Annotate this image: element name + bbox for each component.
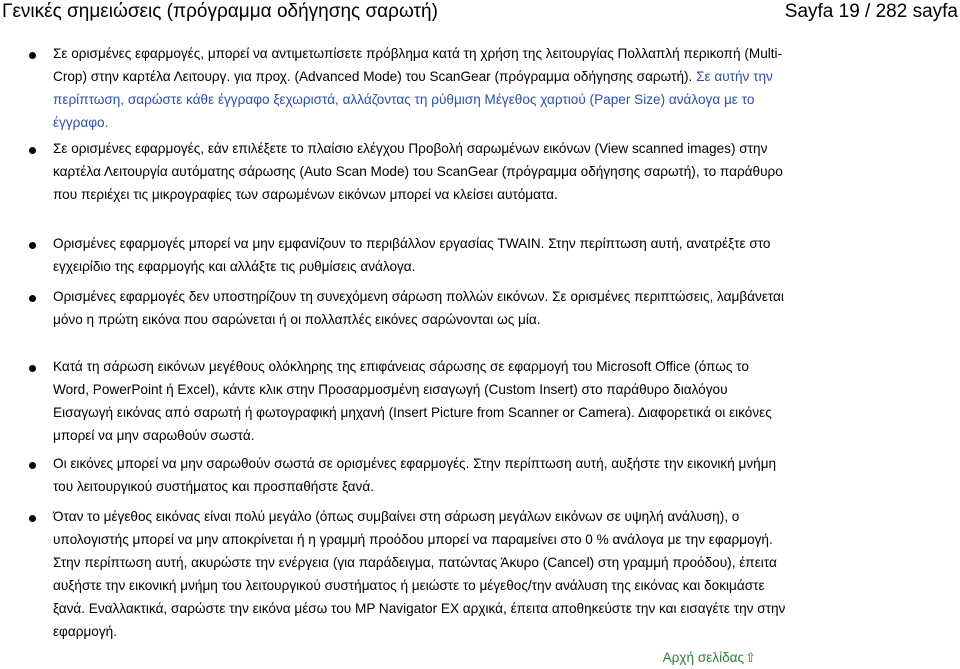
note-text: Όταν το μέγεθος εικόνας είναι πολύ μεγάλο (όπως συμβαίνει στη σάρωση μεγάλων εικόνων σε υψηλή ανάλυση), ο υπολογιστής μπορεί να μην αποκρίνεται ή η γραμμή προόδου μπορεί να παραμείνει στο 0 % ανάλογα με την εφαρμογή. Στην περίπτωση αυτή, ακυρώστε την ενέργεια (για παράδειγμα, πατώντας Άκυρο (Cancel) στη γραμμή προόδου), έπειτα αυξήστε την εικονική μνήμη του λειτουργικού συστήματος ή μειώστε το μέγεθος/την ανάλυση της εικόνας και δοκιμάστε ξανά. Εναλλακτικά, σαρώστε την εικόνα μέσω του MP Navigator EX αρχικά, έπειτα αποθηκεύστε την και εισαγέτε την στην εφαρμογή. bbox=[53, 509, 786, 639]
note-text: Οι εικόνες μπορεί να μην σαρωθούν σωστά σε ορισμένες εφαρμογές. Στην περίπτωση αυτή, αυξήστε την εικονική μνήμη του λειτουργικού συστήματος και προσπαθήστε ξανά. bbox=[53, 456, 777, 494]
note-text: Ορισμένες εφαρμογές μπορεί να μην εμφανίζουν το περιβάλλον εργασίας TWAIN. Στην περίπτωση αυτή, ανατρέξτε στο εγχειρίδιο της εφαρμογής και αλλάξτε τις ρυθμίσεις ανάλογα. bbox=[53, 236, 771, 274]
note-text: Σε ορισμένες εφαρμογές, εάν επιλέξετε το πλαίσιο ελέγχου Προβολή σαρωμένων εικόνων (View scanned images) στην καρτέλα Λειτουργία αυτόματης σάρωσης (Auto Scan Mode) του ScanGear (πρόγραμμα οδήγησης σαρωτή), το παράθυρο που περιέχει τις μικρογραφίες των σαρωμένων εικόνων μπορεί να κλείσει αυτόματα. bbox=[53, 141, 783, 202]
note-text: Ορισμένες εφαρμογές δεν υποστηρίζουν τη συνεχόμενη σάρωση πολλών εικόνων. Σε ορισμένες περιπτώσεις, λαμβάνεται μόνο η πρώτη εικόνα που σαρώνεται ή οι πολλαπλές εικόνες σαρώνονται ως μία. bbox=[53, 289, 784, 327]
note-text bbox=[53, 42, 788, 134]
note-text-accent: Σε αυτήν την περίπτωση, σαρώστε κάθε έγγραφο ξεχωριστά, αλλάζοντας τη ρύθμιση Μέγεθος χαρτιού (Paper Size) ανάλογα με το έγγραφο. bbox=[53, 69, 773, 130]
back-to-top-link[interactable] bbox=[663, 648, 756, 668]
bullet-icon bbox=[29, 462, 36, 469]
bullet-icon bbox=[29, 295, 36, 302]
note-text: Κατά τη σάρωση εικόνων μεγέθους ολόκληρης της επιφάνειας σάρωσης σε εφαρμογή του Microsoft Office (όπως το Word, PowerPoint ή Excel), κάντε κλικ στην Προσαρμοσμένη εισαγωγή (Custom Insert) στο παράθυρο διαλόγου Εισαγωγή εικόνας από σαρωτή ή φωτογραφική μηχανή (Insert Picture from Scanner or Camera). Διαφορετικά οι εικόνες μπορεί να μην σαρωθούν σωστά. bbox=[53, 359, 772, 443]
arrow-up-icon: ⇧ bbox=[745, 650, 756, 665]
bullet-icon bbox=[29, 242, 36, 249]
page-title: Γενικές σημειώσεις (πρόγραμμα οδήγησης σαρωτή) bbox=[2, 1, 438, 22]
bullet-icon bbox=[29, 147, 36, 154]
back-to-top-label: Αρχή σελίδας bbox=[662, 650, 745, 665]
page-header bbox=[0, 0, 960, 28]
bullet-icon bbox=[29, 52, 36, 59]
bullet-icon bbox=[29, 515, 36, 522]
page-number: Sayfa 19 / 282 sayfa bbox=[784, 1, 958, 22]
bullet-icon bbox=[29, 365, 36, 372]
note-text-main: Σε ορισμένες εφαρμογές, μπορεί να αντιμετωπίσετε πρόβλημα κατά τη χρήση της λειτουργίας Πολλαπλή περικοπή (Multi-Crop) στην καρτέλα Λειτουργ. για προχ. (Advanced Mode) του ScanGear (πρόγραμμα οδήγησης σαρωτή). bbox=[53, 46, 783, 84]
